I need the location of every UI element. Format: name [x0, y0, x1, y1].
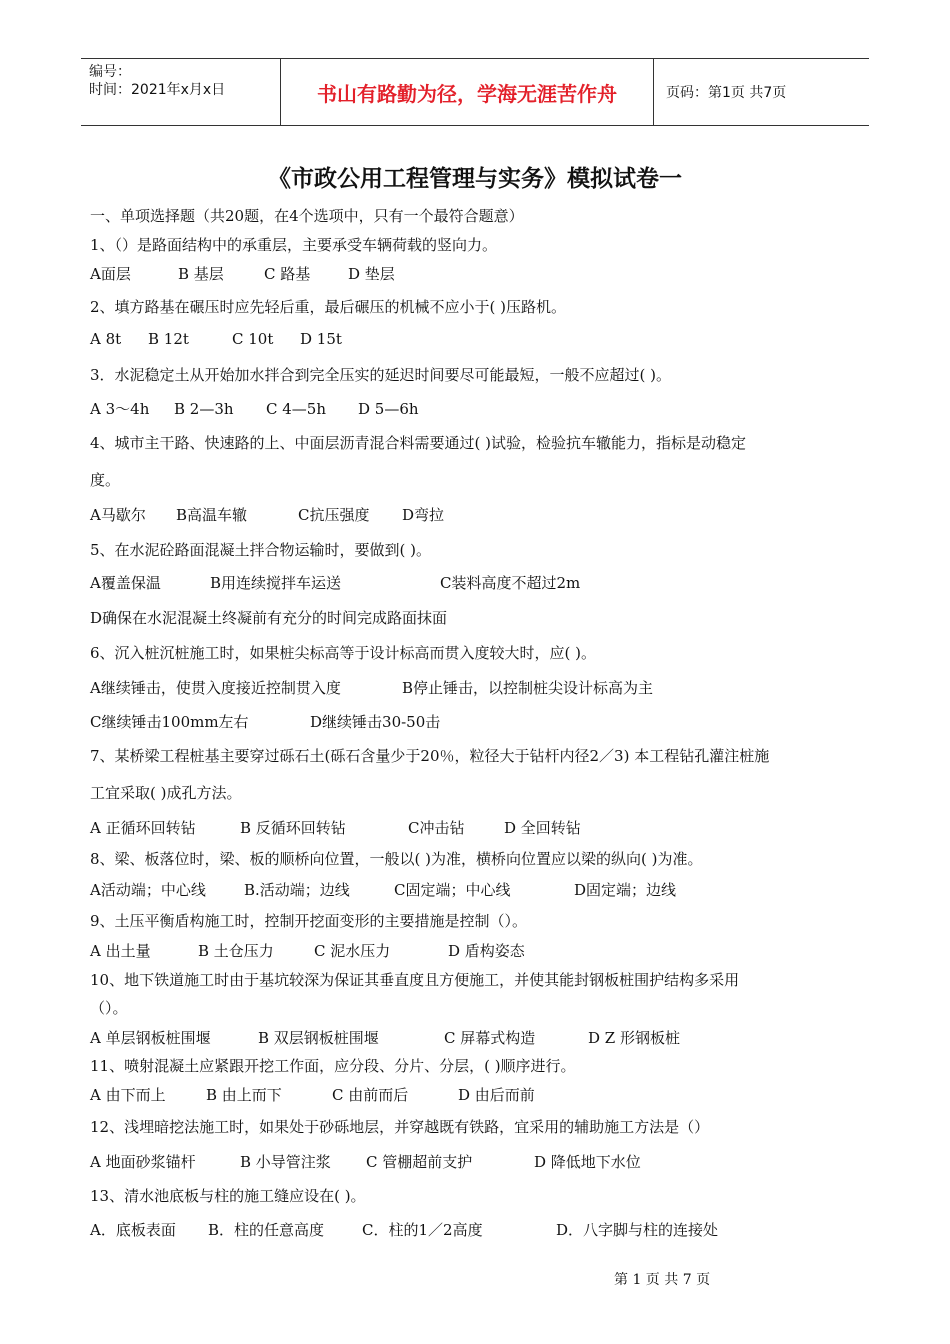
option: D固定端；边线	[574, 881, 677, 899]
option: C 10t	[232, 330, 274, 348]
option: B 双层钢板桩围堰	[258, 1029, 379, 1047]
question-options	[90, 263, 395, 284]
question-options	[90, 940, 525, 961]
question-options	[90, 1027, 680, 1048]
question-text: 1、（）是路面结构中的承重层，主要承受车辆荷载的竖向力。	[90, 236, 498, 254]
option: C 屏幕式构造	[444, 1029, 536, 1047]
option: A 正循环回转钻	[90, 819, 196, 837]
option: B 小导管注浆	[240, 1153, 331, 1171]
option: A 地面砂浆锚杆	[90, 1153, 196, 1171]
option: A 8t	[90, 330, 122, 348]
question-text: 7、某桥梁工程桩基主要穿过砾石土(砾石含量少于20％，粒径大于钻杆内径2／3) 本工程钻孔灌注桩施	[90, 747, 770, 765]
option: B 12t	[148, 330, 189, 348]
option: C冲击钻	[408, 819, 465, 837]
header-motto: 书山有路勤为径，学海无涯苦作舟	[281, 59, 654, 125]
option: A 3～4h	[90, 400, 150, 418]
question-options	[90, 504, 444, 525]
question-text-cont: （）。	[90, 999, 128, 1017]
option: D继续锤击30-50击	[310, 713, 441, 731]
question-text: 10、地下铁道施工时由于基坑较深为保证其垂直度且方便施工，并使其能封钢板桩围护结构多采用	[90, 971, 740, 989]
option: A 单层钢板桩围堰	[90, 1029, 211, 1047]
option: B高温车辙	[176, 506, 248, 524]
question-text: 12、浅埋暗挖法施工时，如果处于砂砾地层，并穿越既有铁路，宜采用的辅助施工方法是（）	[90, 1118, 710, 1136]
option: D 垫层	[348, 265, 395, 283]
option: D 降低地下水位	[534, 1153, 641, 1171]
question-options	[90, 817, 581, 838]
option: B停止锤击，以控制桩尖设计标高为主	[402, 679, 654, 697]
option: B 基层	[178, 265, 224, 283]
option: B 由上而下	[206, 1086, 282, 1104]
question-options	[90, 1084, 535, 1105]
option: D 5—6h	[358, 400, 419, 418]
question-options	[90, 1151, 641, 1172]
header-meta	[81, 59, 281, 125]
option: C装料高度不超过2m	[440, 574, 581, 592]
question-text: 2、填方路基在碾压时应先轻后重，最后碾压的机械不应小于( )压路机。	[90, 298, 567, 316]
question-text: 13、清水池底板与柱的施工缝应设在( )。	[90, 1187, 366, 1205]
option: C 由前而后	[332, 1086, 409, 1104]
question-text: 9、土压平衡盾构施工时，控制开挖面变形的主要措施是控制（）。	[90, 912, 528, 930]
option: A继续锤击，使贯入度接近控制贯入度	[90, 679, 341, 697]
question-text-cont: 工宜采取( )成孔方法。	[90, 784, 242, 802]
question-options	[90, 1219, 718, 1240]
question-text: 8、梁、板落位时，梁、板的顺桥向位置，一般以( )为准，横桥向位置应以梁的纵向( )为准。	[90, 850, 703, 868]
question-text: 11、喷射混凝土应紧跟开挖工作面，应分段、分片、分层，( )顺序进行。	[90, 1057, 576, 1075]
option: D Z 形钢板桩	[588, 1029, 680, 1047]
option: A马歇尔	[90, 506, 146, 524]
option: B 土仓压力	[198, 942, 274, 960]
question-text: 3．水泥稳定土从开始加水拌合到完全压实的延迟时间要尽可能最短，一般不应超过( )。	[90, 366, 672, 384]
option: B 2—3h	[174, 400, 234, 418]
option: D 盾构姿态	[448, 942, 525, 960]
question-options	[90, 677, 653, 698]
option: A．底板表面	[90, 1221, 176, 1239]
question-options	[90, 711, 440, 732]
option: B 反循环回转钻	[240, 819, 346, 837]
option: A 由下而上	[90, 1086, 166, 1104]
option: B.活动端；边线	[244, 881, 350, 899]
option: C 泥水压力	[314, 942, 391, 960]
option: C固定端；中心线	[394, 881, 511, 899]
number-label: 编号：	[89, 64, 131, 80]
option: A 出土量	[90, 942, 151, 960]
section-heading: 一、单项选择题（共20题，在4个选项中，只有一个最符合题意）	[90, 207, 524, 225]
option: C．柱的1／2高度	[362, 1221, 483, 1239]
option: B．柱的任意高度	[208, 1221, 325, 1239]
question-text: 5、在水泥砼路面混凝土拌合物运输时，要做到( )。	[90, 541, 432, 559]
option: C继续锤击100mm左右	[90, 713, 249, 731]
option: D弯拉	[402, 506, 445, 524]
question-text: 6、沉入桩沉桩施工时，如果桩尖标高等于设计标高而贯入度较大时，应( )。	[90, 644, 597, 662]
exam-title: 《市政公用工程管理与实务》模拟试卷一	[268, 166, 682, 192]
option: D 15t	[300, 330, 342, 348]
page-footer: 第 1 页 共 7 页	[614, 1272, 711, 1288]
option: C 管棚超前支护	[366, 1153, 473, 1171]
header-page-code: 页码：第1页 共7页	[666, 85, 787, 101]
page-header	[81, 58, 869, 126]
option: C 路基	[264, 265, 311, 283]
option: D．八字脚与柱的连接处	[556, 1221, 719, 1239]
option: A覆盖保温	[90, 574, 161, 592]
question-text: 4、城市主干路、快速路的上、中面层沥青混合料需要通过( )试验，检验抗车辙能力，指标是动稳定	[90, 434, 747, 452]
option: C抗压强度	[298, 506, 370, 524]
question-options	[90, 879, 676, 900]
option: D 全回转钻	[504, 819, 581, 837]
option: B用连续搅拌车运送	[210, 574, 342, 592]
question-options	[90, 330, 342, 348]
option: A活动端；中心线	[90, 881, 206, 899]
question-options	[90, 572, 580, 593]
question-options	[90, 398, 419, 419]
time-label: 时间：2021年x月x日	[89, 82, 226, 98]
question-option-line: D确保在水泥混凝土终凝前有充分的时间完成路面抹面	[90, 609, 448, 627]
option: C 4—5h	[266, 400, 326, 418]
option: A面层	[90, 265, 131, 283]
option: D 由后而前	[458, 1086, 535, 1104]
question-text-cont: 度。	[90, 471, 121, 489]
